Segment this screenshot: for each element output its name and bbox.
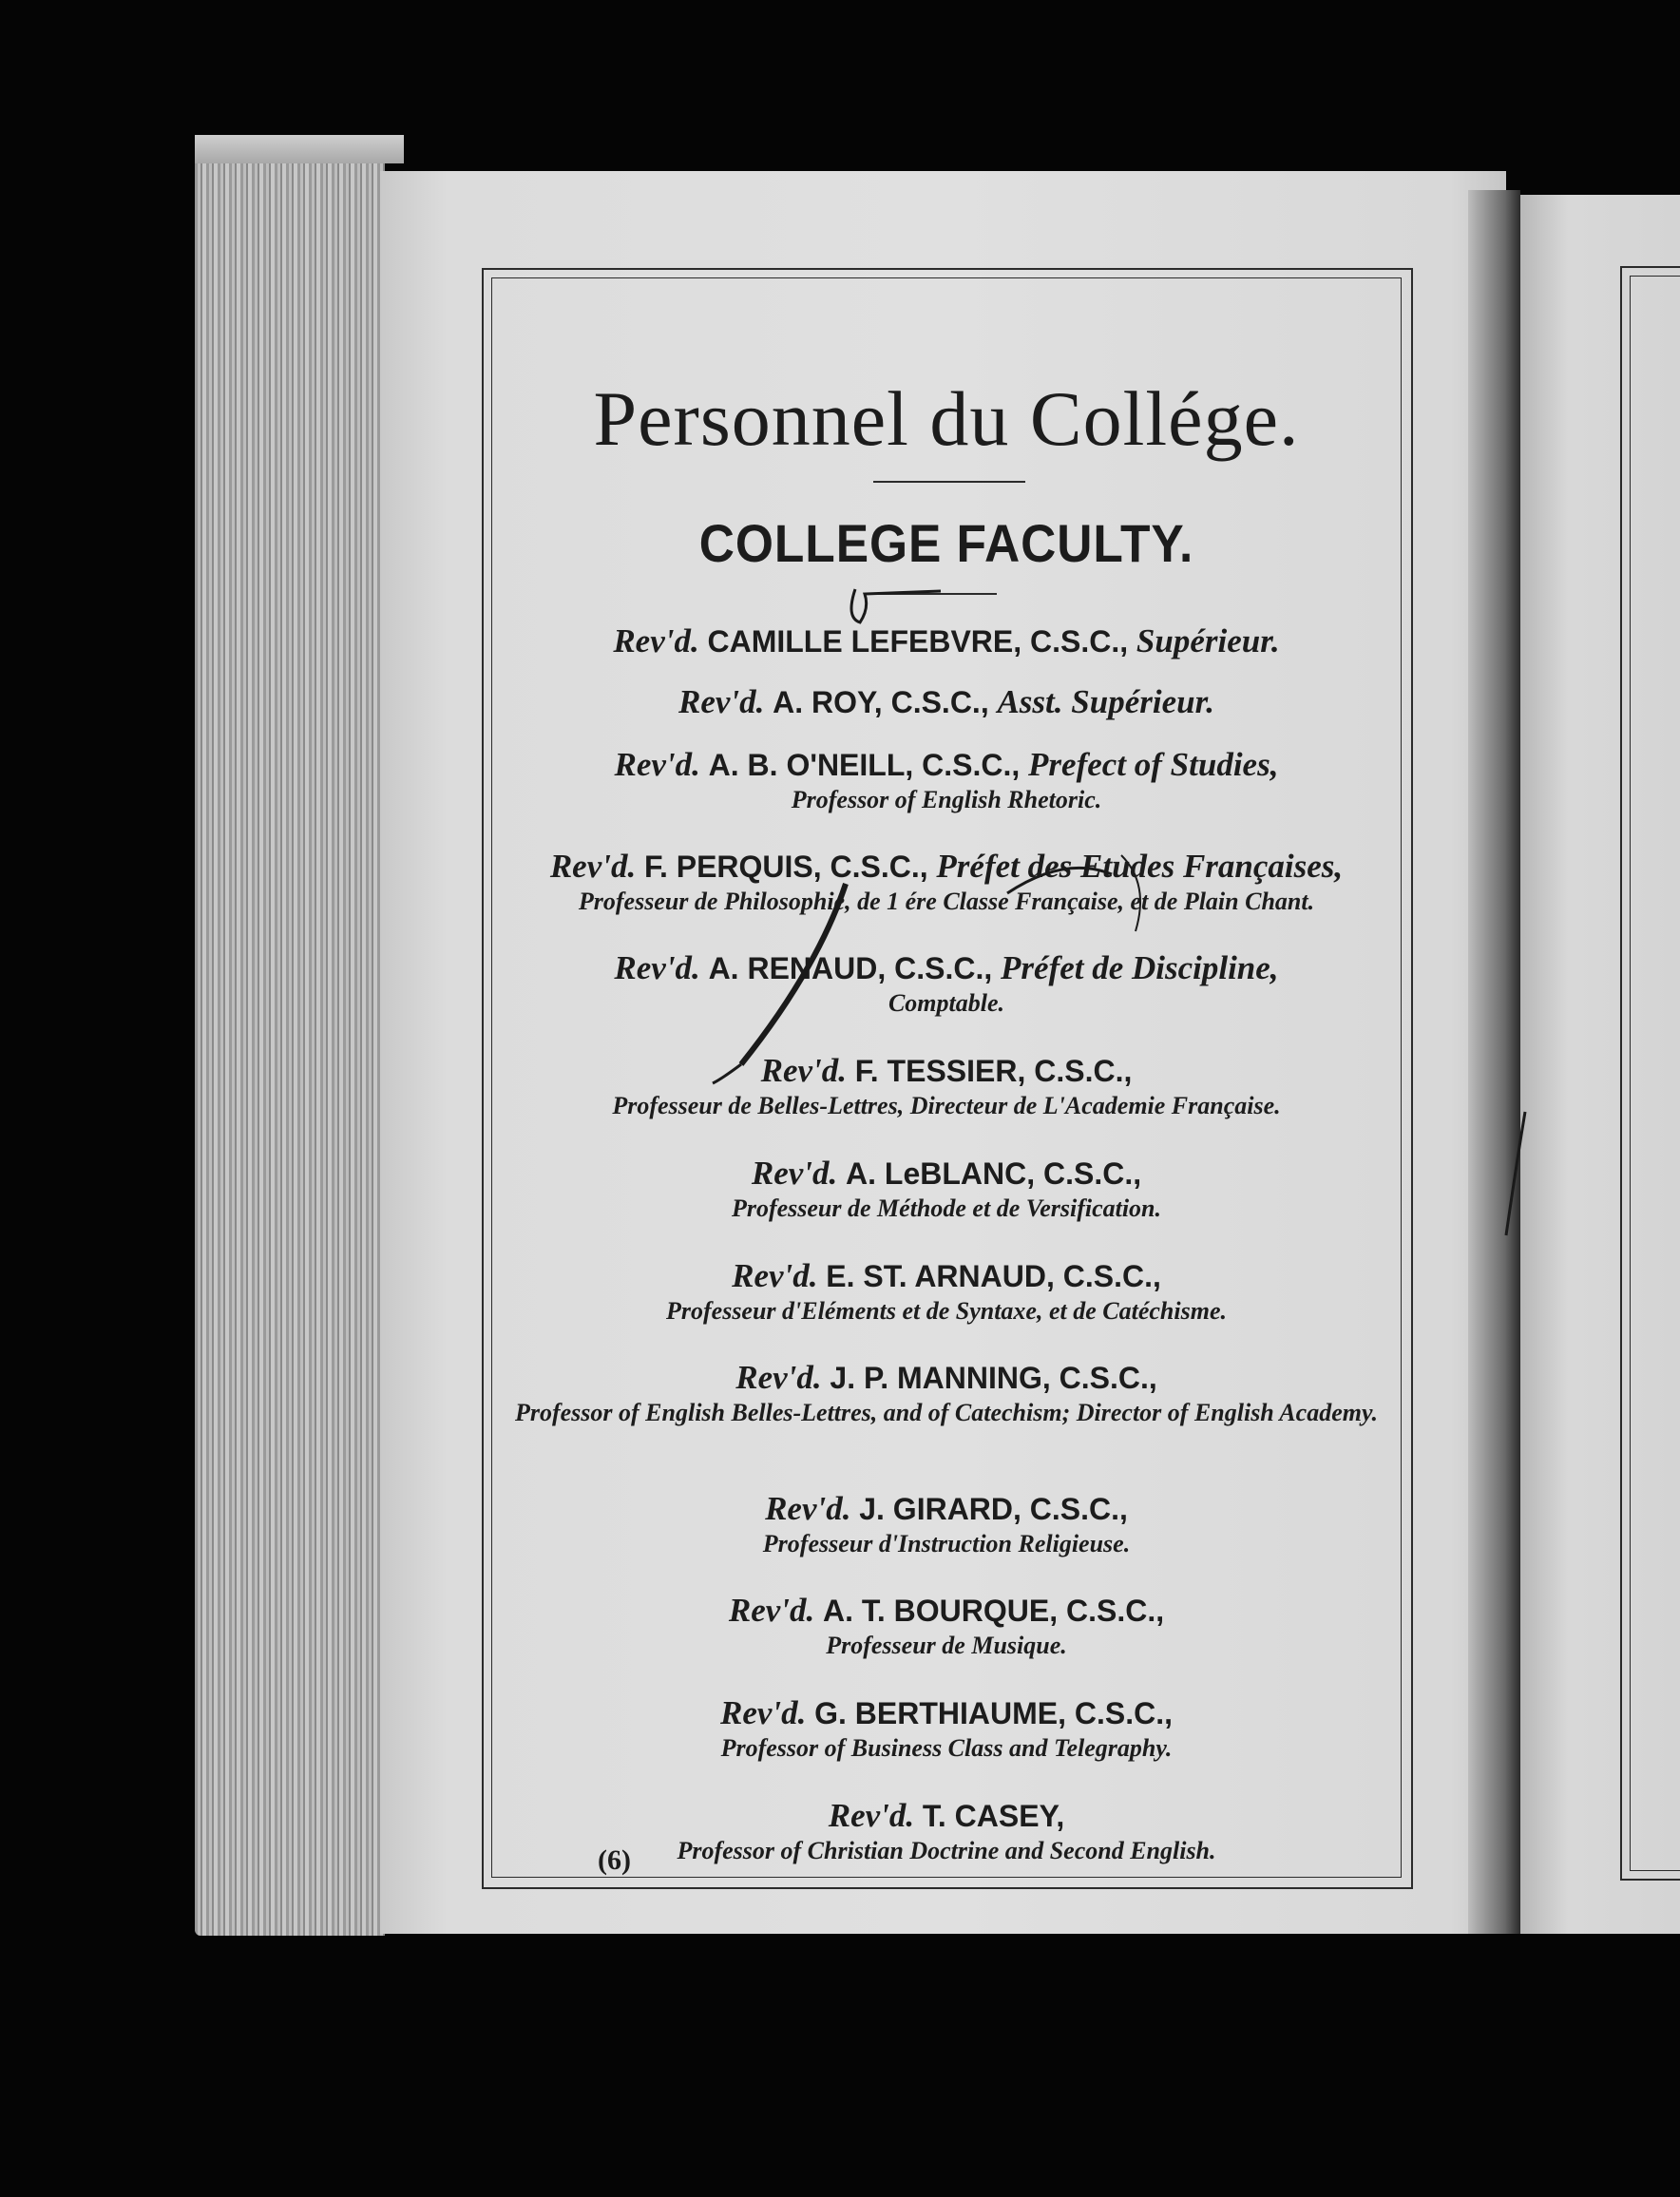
faculty-role: Professeur d'Instruction Religieuse. — [762, 1530, 1131, 1557]
faculty-name: A. ROY, C.S.C., — [773, 685, 989, 719]
faculty-role: Comptable. — [888, 989, 1005, 1017]
page-title: Personnel du Collége. — [593, 375, 1300, 462]
faculty-entry — [493, 1256, 1400, 1327]
faculty-title: Préfet des Etudes Françaises, — [936, 848, 1344, 885]
faculty-name: G. BERTHIAUME, C.S.C., — [814, 1696, 1174, 1730]
section-heading: COLLEGE FACULTY. — [698, 513, 1194, 573]
faculty-title: Supérieur. — [1136, 622, 1280, 659]
book-gutter — [1468, 190, 1520, 1934]
faculty-entry — [493, 1591, 1400, 1661]
faculty-name: F. TESSIER, C.S.C., — [854, 1054, 1133, 1088]
faculty-entry — [493, 847, 1400, 917]
faculty-name: A. LeBLANC, C.S.C., — [846, 1156, 1142, 1191]
honorific: Rev'd. — [765, 1490, 851, 1527]
honorific: Rev'd. — [735, 1359, 822, 1396]
honorific: Rev'd. — [751, 1155, 838, 1192]
faculty-entry — [493, 1489, 1400, 1559]
faculty-entry — [493, 745, 1400, 815]
faculty-entry — [493, 1693, 1400, 1764]
honorific: Rev'd. — [760, 1052, 848, 1089]
faculty-role: Professeur de Musique. — [826, 1632, 1067, 1659]
faculty-title: Asst. Supérieur. — [997, 683, 1215, 720]
faculty-entry — [493, 948, 1400, 1019]
title-divider — [873, 481, 1025, 483]
faculty-name: E. ST. ARNAUD, C.S.C., — [826, 1259, 1161, 1293]
honorific: Rev'd. — [613, 622, 699, 659]
faculty-name: A. B. O'NEILL, C.S.C., — [708, 748, 1021, 782]
faculty-name: A. RENAUD, C.S.C., — [708, 951, 993, 985]
honorific: Rev'd. — [549, 848, 637, 885]
faculty-name: T. CASEY, — [922, 1799, 1065, 1833]
faculty-role: Professor of Christian Doctrine and Second English. — [677, 1837, 1216, 1864]
faculty-title: Prefect of Studies, — [1028, 746, 1279, 783]
faculty-name: A. T. BOURQUE, C.S.C., — [823, 1594, 1165, 1628]
faculty-name: F. PERQUIS, C.S.C., — [643, 850, 928, 884]
honorific: Rev'd. — [828, 1797, 915, 1834]
faculty-role: Professeur de Philosophie, de 1 ére Classe Française, et de Plain Chant. — [578, 888, 1315, 915]
honorific: Rev'd. — [614, 949, 700, 986]
faculty-entry — [493, 1154, 1400, 1224]
faculty-role: Professeur d'Eléments et de Syntaxe, et de Catéchisme. — [666, 1297, 1227, 1325]
faculty-entry — [493, 1358, 1400, 1428]
facing-page-frame — [1620, 266, 1680, 1881]
faculty-name: J. P. MANNING, C.S.C., — [830, 1361, 1157, 1395]
honorific: Rev'd. — [732, 1257, 818, 1294]
honorific: Rev'd. — [678, 683, 765, 720]
faculty-entry — [493, 621, 1400, 661]
faculty-entry — [493, 682, 1400, 722]
faculty-role: Professeur de Méthode et de Versification. — [731, 1194, 1162, 1222]
page-content — [493, 279, 1400, 1876]
faculty-entry — [493, 1051, 1400, 1121]
faculty-role: Professor of Business Class and Telegraphy. — [720, 1734, 1173, 1762]
faculty-role: Professor of English Belles-Lettres, and of Catechism; Director of English Academy. — [514, 1399, 1379, 1426]
faculty-role: Professeur de Belles-Lettres, Directeur de L'Academie Française. — [612, 1092, 1281, 1119]
honorific: Rev'd. — [719, 1694, 807, 1731]
faculty-name: CAMILLE LEFEBVRE, C.S.C., — [707, 624, 1129, 659]
page-number: (6) — [598, 1844, 631, 1876]
heading-divider — [873, 593, 997, 595]
faculty-title: Préfet de Discipline, — [1001, 949, 1279, 986]
faculty-role: Professor of English Rhetoric. — [791, 786, 1102, 813]
faculty-name: J. GIRARD, C.S.C., — [859, 1492, 1128, 1526]
page-edges-top — [195, 135, 404, 163]
honorific: Rev'd. — [614, 746, 700, 783]
honorific: Rev'd. — [728, 1592, 815, 1629]
page-edges — [195, 135, 385, 1936]
